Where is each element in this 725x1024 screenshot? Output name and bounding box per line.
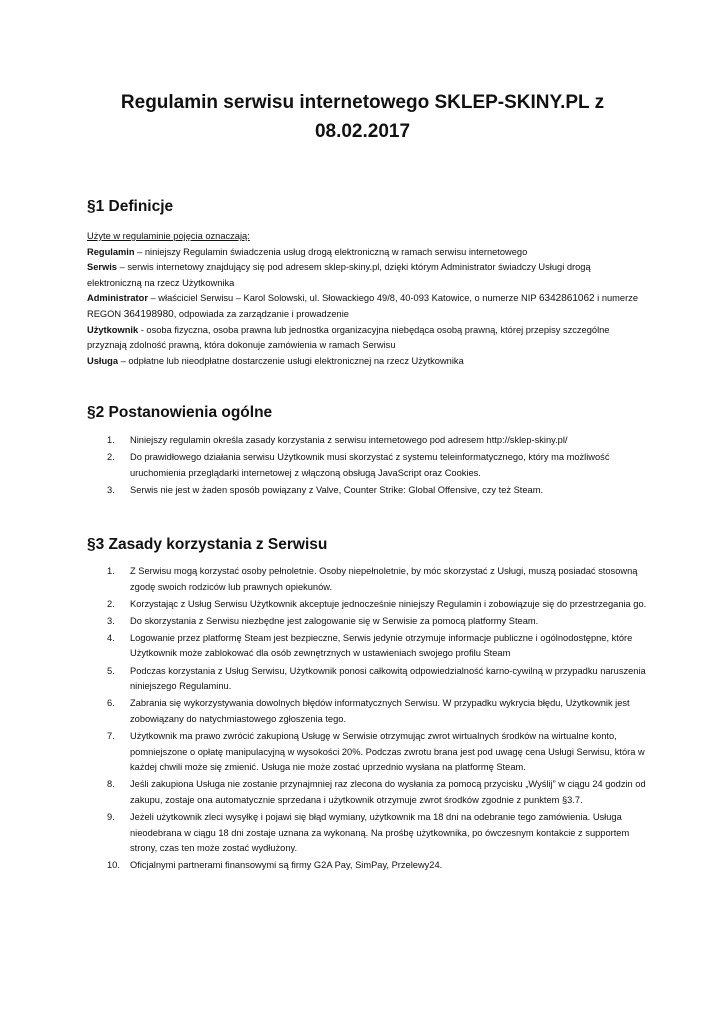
list-item-number: 4. bbox=[107, 632, 115, 643]
definitions-block bbox=[87, 229, 647, 369]
list-item bbox=[87, 433, 647, 449]
list-item-text: Oficjalnymi partnerami finansowymi są firmy G2A Pay, SimPay, Przelewy24. bbox=[130, 860, 443, 871]
list-item-number: 2. bbox=[107, 598, 115, 609]
list-item bbox=[87, 810, 647, 857]
list-item-text: Do skorzystania z Serwisu niezbędne jest zalogowanie się w Serwisie za pomocą platformy Steam. bbox=[130, 615, 539, 626]
regon-number: 364198980 bbox=[123, 308, 174, 320]
definition-text: – serwis internetowy znajdujący się pod adresem sklep-skiny.pl, dzięki którym Administrator świadczy Usługi drogą elektroniczną na rzecz Użytkownika bbox=[87, 262, 591, 288]
list-item-number: 1. bbox=[107, 566, 115, 576]
nip-number: 6342861062 bbox=[538, 293, 595, 305]
section-heading-general-provisions: §2 Postanowienia ogólne bbox=[87, 404, 273, 421]
definition-term: Serwis bbox=[87, 262, 117, 273]
list-item-text: Jeśli zakupiona Usługa nie zostanie przynajmniej raz zlecona do wysłania za pomocą przycisku „Wyślij” w ciągu 24 godzin od zakupu, zostaje ona automatycznie sprzedana i użytkownik otrzymuje zwrot środków zgodnie z punktem §3.7. bbox=[130, 779, 646, 805]
section-heading-usage-rules: §3 Zasady korzystania z Serwisu bbox=[87, 536, 328, 553]
list-item-text: Serwis nie jest w żaden sposób powiązany z Valve, Counter Strike: Global Offensive, czy też Steam. bbox=[130, 484, 544, 495]
list-item bbox=[87, 696, 647, 727]
list-item-text: Niniejszy regulamin określa zasady korzystania z serwisu internetowego pod adresem http://sklep-skiny.pl/ bbox=[130, 435, 568, 445]
general-provisions-list bbox=[87, 433, 647, 500]
usage-rules-list bbox=[87, 564, 647, 875]
definition-text: – właściciel Serwisu – Karol Solowski, ul. Słowackiego 49/8, 40-093 Katowice, o numerze NIP bbox=[147, 293, 539, 304]
definition-text: – odpłatne lub nieodpłatne dostarczenie usługi elektronicznej na rzecz Użytkownika bbox=[118, 355, 464, 366]
document-title: Regulamin serwisu internetowego SKLEP-SKINY.PL z 08.02.2017 bbox=[120, 92, 605, 142]
list-item-text: Logowanie przez platformę Steam jest bezpieczne, Serwis jedynie otrzymuje informacje publiczne i ogólnodostępne, które Użytkownik może zablokować dla osób zewnętrznych w ustawieniach swojego profilu Steam bbox=[130, 632, 633, 659]
list-item-number: 9. bbox=[107, 811, 115, 822]
list-item-number: 8. bbox=[107, 779, 115, 790]
definition-term: Regulamin bbox=[87, 246, 135, 257]
definition-text: i numerze REGON bbox=[87, 293, 638, 319]
definition-text: – niniejszy Regulamin świadczenia usług drogą elektroniczną w ramach serwisu internetowego bbox=[134, 246, 528, 257]
definition-item bbox=[87, 260, 647, 291]
list-item-text: Zabrania się wykorzystywania dowolnych błędów informatycznych Serwisu. W przypadku wykrycia błędu, Użytkownik jest zobowiązany do natychmiastowego zgłoszenia tego. bbox=[130, 698, 630, 724]
definition-text: - osoba fizyczna, osoba prawna lub jednostka organizacyjna niebędąca osobą prawną, której przepisy szczególne przyznają zdolność prawną, która dokonuje zamówienia w ramach Serwisu bbox=[87, 324, 610, 351]
list-item-text: Użytkownik ma prawo zwrócić zakupioną Usługę w Serwisie otrzymując zwrot wirtualnych środków na wirtualne konto, pomniejszone o opłatę manipulacyjną w wysokości 20%. Podczas zwrotu brana jest pod uwagę cena Usługi Serwisu, która w każdej chwili może się zmienić. Usługa nie może zostać uprzednio wysłana na platformę Steam. bbox=[130, 730, 645, 773]
definition-item bbox=[87, 245, 647, 261]
list-item-text: Korzystając z Usług Serwisu Użytkownik akceptuje jednocześnie niniejszy Regulamin i zobowiązuje się do przestrzegania go. bbox=[130, 598, 647, 609]
section-heading-definitions: §1 Definicje bbox=[87, 198, 174, 215]
list-item-text: Podczas korzystania z Usług Serwisu, Użytkownik ponosi całkowitą odpowiedzialność karno-cywilną w przypadku naruszenia niniejszego Regulaminu. bbox=[130, 665, 646, 692]
list-item bbox=[87, 450, 647, 481]
list-item-number: 10. bbox=[107, 860, 120, 871]
list-item-text: Do prawidłowego działania serwisu Użytkownik musi skorzystać z systemu teleinformatycznego, który ma możliwość uruchomienia przeglądarki internetowej z włączoną obsługą JavaScript oraz Cookies. bbox=[130, 452, 610, 478]
list-item-number: 7. bbox=[107, 730, 115, 741]
list-item bbox=[87, 597, 647, 613]
list-item-text: Jeżeli użytkownik zleci wysyłkę i pojawi się błąd wymiany, użytkownik ma 18 dni na odebranie tego zamówienia. Usługa nieodebrana w ciągu 18 dni zostaje uznana za wykonaną. Na prośbę użytkownika, po ówczesnym kontakcie z supportem strony, czas ten może zostać wydłużony. bbox=[130, 811, 630, 854]
definition-item bbox=[87, 291, 647, 322]
definition-term: Usługa bbox=[87, 355, 118, 366]
list-item-number: 2. bbox=[107, 452, 115, 463]
list-item bbox=[87, 729, 647, 776]
definition-term: Administrator bbox=[87, 293, 148, 304]
list-item bbox=[87, 777, 647, 808]
definition-text: , odpowiada za zarządzanie i prowadzenie bbox=[173, 308, 349, 319]
list-item-number: 3. bbox=[107, 615, 115, 626]
list-item bbox=[87, 858, 647, 874]
definition-item bbox=[87, 323, 647, 354]
list-item bbox=[87, 614, 647, 630]
list-item bbox=[87, 664, 647, 695]
list-item bbox=[87, 631, 647, 662]
list-item-number: 1. bbox=[107, 435, 115, 445]
definitions-intro: Użyte w regulaminie pojęcia oznaczają: bbox=[87, 231, 250, 241]
definition-item bbox=[87, 354, 647, 370]
list-item bbox=[87, 564, 647, 595]
list-item-text: Z Serwisu mogą korzystać osoby pełnoletnie. Osoby niepełnoletnie, by móc skorzystać z Usługi, muszą posiadać stosowną zgodę swoich rodziców lub prawnych opiekunów. bbox=[130, 566, 638, 592]
list-item bbox=[87, 483, 647, 499]
definition-term: Użytkownik bbox=[87, 324, 139, 335]
list-item-number: 5. bbox=[107, 665, 115, 676]
list-item-number: 3. bbox=[107, 484, 115, 495]
list-item-number: 6. bbox=[107, 698, 115, 709]
